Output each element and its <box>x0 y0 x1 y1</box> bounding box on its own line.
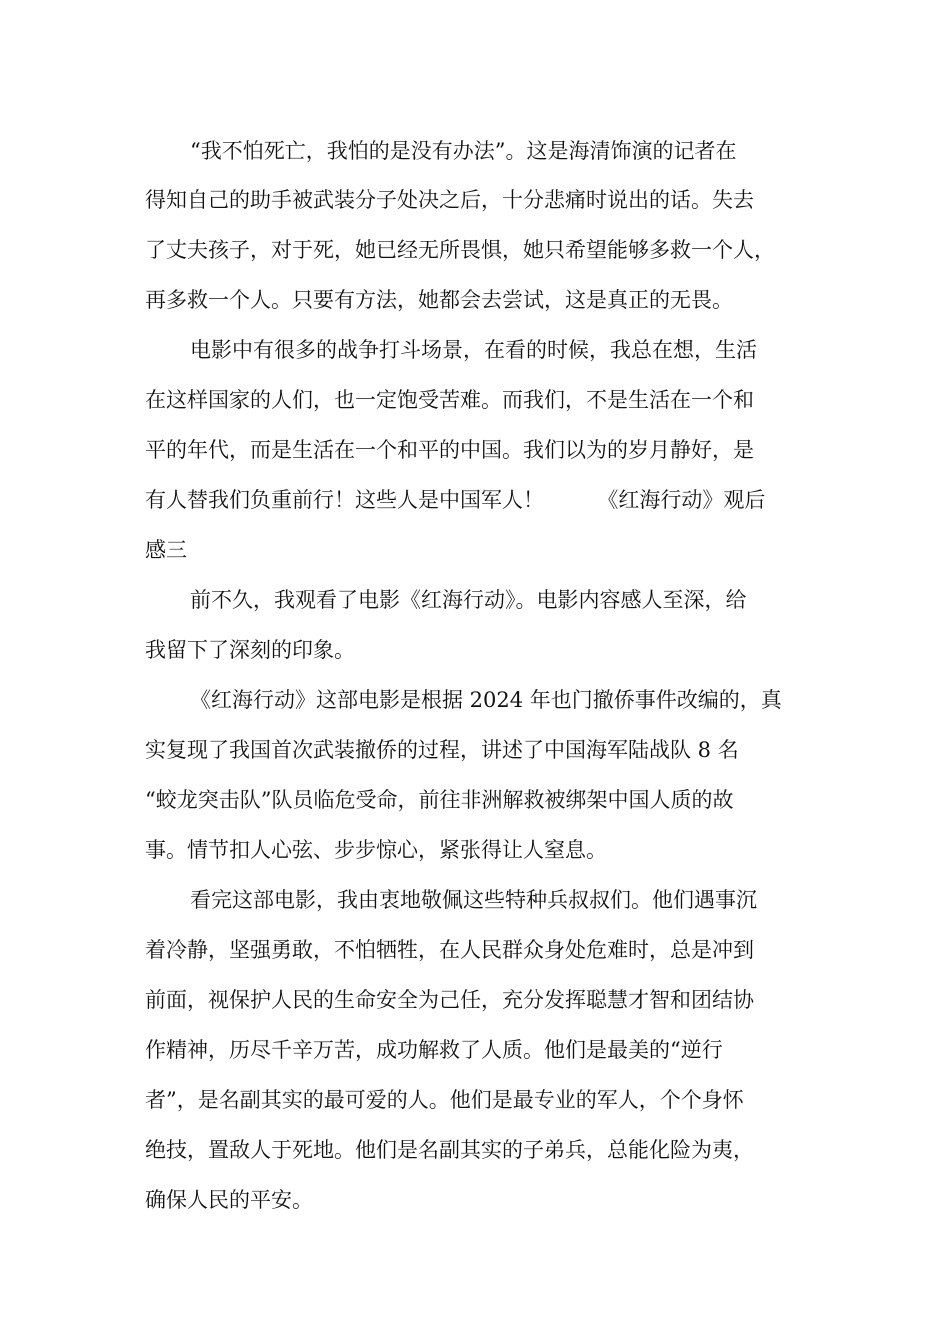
text-line: 前面，视保护人民的生命安全为己任，充分发挥聪慧才智和团结协 <box>145 988 754 1012</box>
text-line: 有人替我们负重前行！这些人是中国军人！ 《红海行动》观后 <box>145 488 766 512</box>
text-line: 我留下了深刻的印象。 <box>145 638 355 662</box>
text-line: 在这样国家的人们，也一定饱受苦难。而我们，不是生活在一个和 <box>145 388 754 412</box>
text-line: 确保人民的平安。 <box>145 1188 313 1212</box>
text-line: 感三 <box>145 538 187 562</box>
text-line: 绝技，置敌人于死地。他们是名副其实的子弟兵，总能化险为夷， <box>145 1138 754 1162</box>
text-line: 者”，是名副其实的最可爱的人。他们是最专业的军人，个个身怀 <box>145 1088 744 1112</box>
text-line: 《红海行动》这部电影是根据 2024 年也门撤侨事件改编的，真 <box>190 688 782 712</box>
text-line: 电影中有很多的战争打斗场景，在看的时候，我总在想，生活 <box>190 338 757 362</box>
text-line: 着冷静，坚强勇敢，不怕牺牲，在人民群众身处危难时，总是冲到 <box>145 938 754 962</box>
text-line: “我不怕死亡，我怕的是没有办法”。这是海清饰演的记者在 <box>190 139 737 163</box>
text-line: “蛟龙突击队”队员临危受命，前往非洲解救被绑架中国人质的故 <box>145 788 734 812</box>
text-line: 得知自己的助手被武装分子处决之后，十分悲痛时说出的话。失去 <box>145 188 754 212</box>
text-line: 前不久，我观看了电影《红海行动》。电影内容感人至深，给 <box>190 588 747 612</box>
text-line: 作精神，历尽千辛万苦，成功解救了人质。他们是最美的“逆行 <box>145 1038 723 1062</box>
text-line: 看完这部电影，我由衷地敬佩这些特种兵叔叔们。他们遇事沉 <box>190 888 757 912</box>
text-line: 事。情节扣人心弦、步步惊心，紧张得让人窒息。 <box>145 838 607 862</box>
text-line: 实复现了我国首次武装撤侨的过程，讲述了中国海军陆战队 8 名 <box>145 738 739 762</box>
text-line: 平的年代，而是生活在一个和平的中国。我们以为的岁月静好，是 <box>145 438 754 462</box>
text-line: 再多救一个人。只要有方法，她都会去尝试，这是真正的无畏。 <box>145 288 733 312</box>
text-line: 了丈夫孩子，对于死，她已经无所畏惧，她只希望能够多救一个人， <box>145 238 775 262</box>
